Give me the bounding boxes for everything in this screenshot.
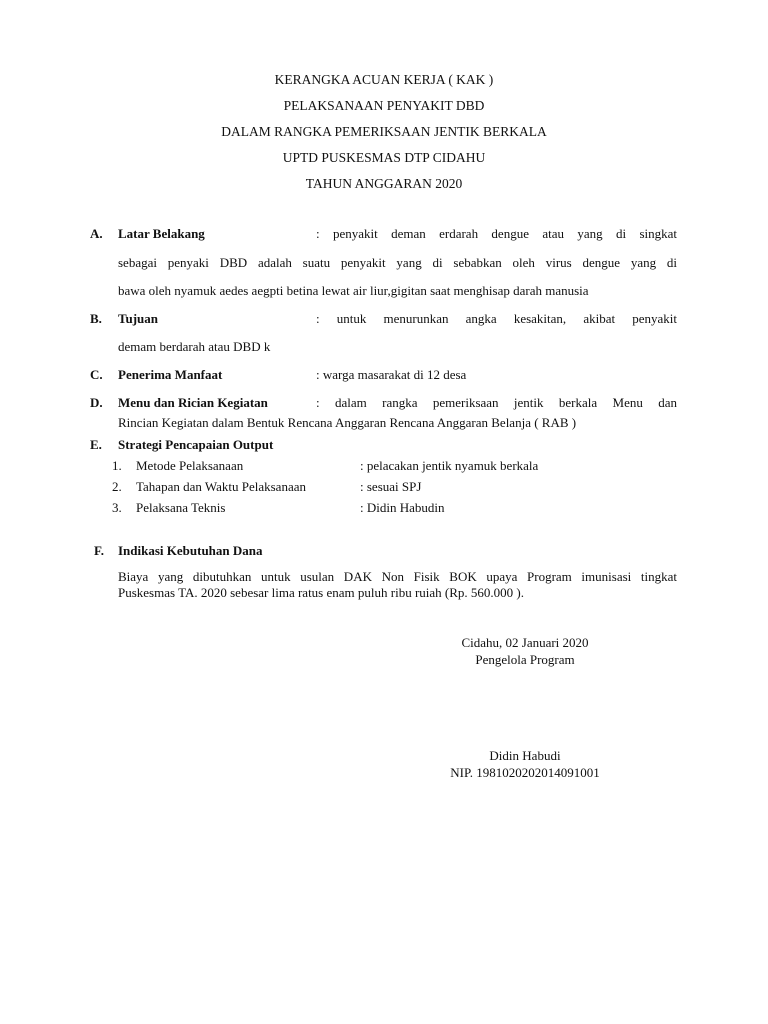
section-f-text-2: Puskesmas TA. 2020 sebesar lima ratus enam puluh ribu ruiah (Rp. 560.000 ). [118, 585, 524, 600]
section-f-text-1: Biaya yang dibutuhkan untuk usulan DAK Non Fisik BOK upaya Program imunisasi tingkat [118, 569, 677, 584]
signature-place-date: Cidahu, 02 Januari 2020 [461, 635, 589, 650]
header-line-5: TAHUN ANGGARAN 2020 [305, 176, 463, 191]
section-c-letter: C. [90, 367, 103, 382]
section-a-letter: A. [90, 226, 103, 241]
section-e-letter: E. [90, 437, 102, 452]
signature-nip: NIP. 198102020201409100​1 [450, 765, 600, 780]
list-item-label: Pelaksana Teknis [136, 500, 226, 515]
section-b-letter: B. [90, 311, 102, 326]
header-line-3: DALAM RANGKA PEMERIKSAAN JENTIK BERKALA [221, 124, 547, 139]
header-line-2: PELAKSANAAN PENYAKIT DBD [283, 98, 485, 113]
list-item-number: 3. [112, 500, 122, 515]
section-b-text-1: : untuk menurunkan angka kesakitan, akibat penyakit [316, 311, 677, 326]
section-c-label: Penerima Manfaat [118, 367, 223, 382]
section-a-text-1: : penyakit deman erdarah dengue atau yang di singkat [316, 226, 677, 241]
section-d-label: Menu dan Rician Kegiatan [118, 395, 268, 410]
section-f-letter: F. [94, 543, 104, 558]
list-item-label: Tahapan dan Waktu Pelaksanaan [136, 479, 306, 494]
section-f-label: Indikasi Kebutuhan Dana [118, 543, 263, 558]
list-item-number: 1. [112, 458, 122, 473]
section-c-text-1: : warga masarakat di 12 desa [316, 367, 467, 382]
header-line-4: UPTD PUSKESMAS DTP CIDAHU [282, 150, 486, 165]
section-a-text-3: bawa oleh nyamuk aedes aegpti betina lewat air liur,gigitan saat menghisap darah manusia [118, 283, 589, 298]
signature-name: Didin Habudi [489, 748, 561, 763]
signature-role: Pengelola Program [475, 652, 575, 667]
list-item-value: : pelacakan jentik nyamuk berkala [360, 458, 539, 473]
section-b-text-2: demam berdarah atau DBD k [118, 339, 271, 354]
list-item-label: Metode Pelaksanaan [136, 458, 244, 473]
list-item-value: : sesuai SPJ [360, 479, 422, 494]
section-b-label: Tujuan [118, 311, 158, 326]
header-line-1: KERANGKA ACUAN KERJA ( KAK ) [274, 72, 494, 87]
section-e-label: Strategi Pencapaian Output [118, 437, 274, 452]
list-item-value: : Didin Habudin [360, 500, 445, 515]
section-a-label: Latar Belakang [118, 226, 205, 241]
section-d-letter: D. [90, 395, 103, 410]
section-a-text-2: sebagai penyaki DBD adalah suatu penyakit yang di sebabkan oleh virus dengue yang di [118, 255, 677, 270]
section-d-text-2: Rincian Kegiatan dalam Bentuk Rencana Anggaran Rencana Anggaran Belanja ( RAB ) [118, 415, 577, 430]
section-d-text-1: : dalam rangka pemeriksaan jentik berkala Menu dan [316, 395, 677, 410]
list-item-number: 2. [112, 479, 122, 494]
